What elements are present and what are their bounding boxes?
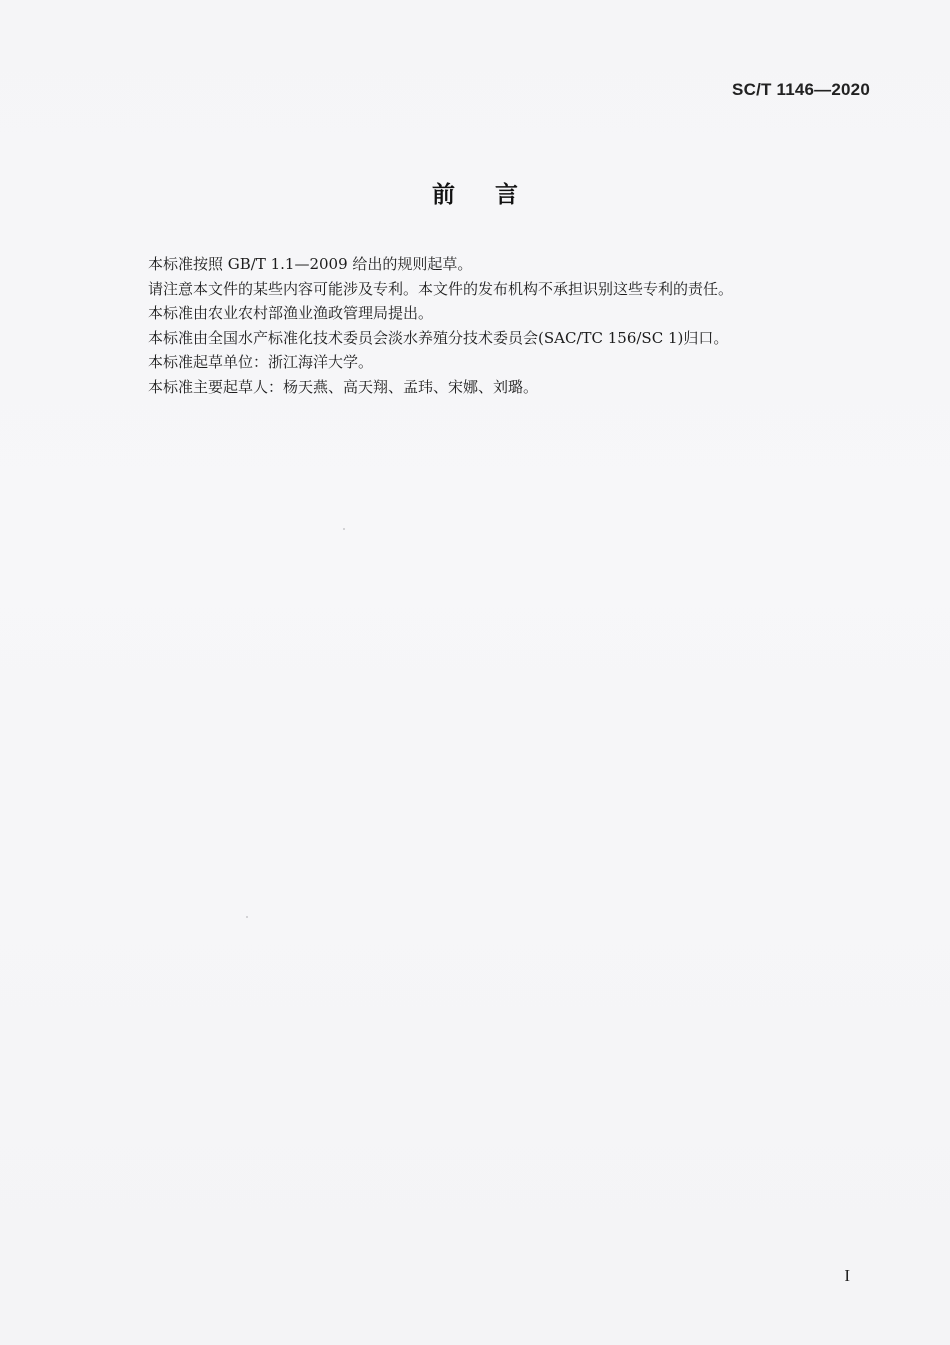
standard-code: SC/T 1146—2020	[732, 80, 870, 99]
page-number: I	[844, 1266, 850, 1285]
paragraph-patent-notice: 请注意本文件的某些内容可能涉及专利。本文件的发布机构不承担识别这些专利的责任。	[148, 279, 734, 298]
paragraph-proposer: 本标准由农业农村部渔业渔政管理局提出。	[148, 304, 434, 322]
paragraph-drafters: 本标准主要起草人：杨天燕、高天翔、孟玮、宋娜、刘璐。	[148, 377, 539, 396]
foreword-body	[148, 252, 838, 399]
paragraph-drafting-unit: 本标准起草单位：浙江海洋大学。	[148, 353, 374, 371]
paragraph-drafting-rules: 本标准按照 GB/T 1.1—2009 给出的规则起草。	[148, 255, 473, 273]
page-title: 前言	[432, 182, 558, 208]
scan-speck	[343, 528, 345, 530]
paragraph-technical-committee: 本标准由全国水产标准化技术委员会淡水养殖分技术委员会(SAC/TC 156/SC 1)归口。	[148, 328, 729, 347]
scan-speck	[246, 916, 248, 918]
